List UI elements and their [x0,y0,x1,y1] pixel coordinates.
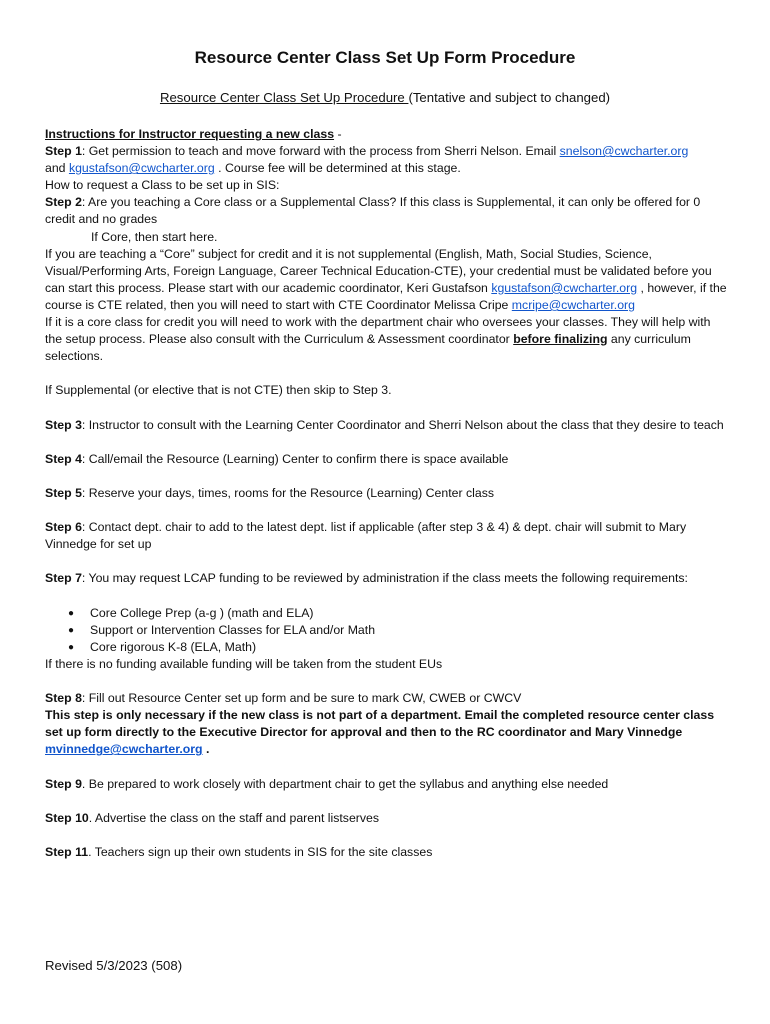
step7-after: If there is no funding available funding will be taken from the student EUs [45,656,443,671]
step8-note [45,707,730,758]
how-to-line: How to request a Class to be set up in SIS: [45,178,280,193]
page-title: Resource Center Class Set Up Form Procedure [194,48,576,67]
step9-label: Step 9 [45,776,82,791]
step10-paragraph [45,810,730,827]
subtitle-rest: (Tentative and subject to changed) [408,90,611,105]
step5-text: : Reserve your days, times, rooms for the Resource (Learning) Center class [81,485,495,500]
step3-text: : Instructor to consult with the Learning Center Coordinator and Sherri Nelson about the class that they desire to teach [81,417,724,432]
step7-label: Step 7 [45,571,82,586]
step5-label: Step 5 [45,485,82,500]
step1-text-c: . Course fee will be determined at this stage. [214,161,461,176]
instructions-suffix: - [334,127,342,141]
step2-if-core: If Core, then start here. [91,229,218,244]
subtitle-underlined: Resource Center Class Set Up Procedure [159,90,409,105]
step6-paragraph [45,519,730,553]
step1-paragraph [45,143,730,177]
subtitle [0,90,770,105]
step1-text-b: and [45,161,69,176]
email-link-mvinnedge[interactable]: mvinnedge@cwcharter.org [45,742,203,757]
revision-footer: Revised 5/3/2023 (508) [45,958,183,973]
step2-dept-text-b: any curriculum selections. [45,332,691,364]
step11-label: Step 11 [45,844,89,859]
step2-paragraph [45,194,730,228]
step7-bullet-list [45,605,730,656]
step6-text: : Contact dept. chair to add to the latest dept. list if applicable (after step 3 & 4) & dept. chair will submit to Mary Vinnedge for set up [45,520,687,552]
step4-text: : Call/email the Resource (Learning) Center to confirm there is space available [81,451,509,466]
email-link-kgustafson[interactable]: kgustafson@cwcharter.org [68,161,215,176]
step2-label: Step 2 [45,195,82,210]
email-link-snelson[interactable]: snelson@cwcharter.org [559,144,689,159]
step10-label: Step 10 [45,810,89,825]
step6-label: Step 6 [45,520,82,535]
step3-paragraph [45,417,730,434]
list-item: ● Core rigorous K-8 (ELA, Math) [90,639,730,656]
step5-paragraph [45,485,730,502]
step9-paragraph [45,776,730,793]
step2-supplemental: If Supplemental (or elective that is not CTE) then skip to Step 3. [45,383,392,398]
step10-text: . Advertise the class on the staff and parent listserves [88,810,380,825]
step8-label: Step 8 [45,691,82,706]
step4-label: Step 4 [45,451,82,466]
instructions-heading-line [45,126,730,143]
list-item: ● Support or Intervention Classes for ELA and/or Math [90,622,730,639]
step8-paragraph [45,690,730,707]
step11-text: . Teachers sign up their own students in SIS for the site classes [88,844,433,859]
step2-core-paragraph [45,246,730,314]
step8-bold-note: This step is only necessary if the new class is not part of a department. Email the completed resource center class set up form directly to the Executive Director for approval and then to the RC coordinator and Mary Vinnedge [45,708,715,740]
step9-text: . Be prepared to work closely with department chair to get the syllabus and anything else needed [81,776,609,791]
step7-paragraph [45,570,730,587]
step1-label: Step 1 [45,144,82,159]
step11-paragraph [45,844,730,861]
step4-paragraph [45,451,730,468]
step8-text: : Fill out Resource Center set up form and be sure to mark CW, CWEB or CWCV [81,691,522,706]
step1-text-a: : Get permission to teach and move forward with the process from Sherri Nelson. Email [81,144,560,159]
before-finalizing: before finalizing [513,332,608,347]
step2-text: : Are you teaching a Core class or a Supplemental Class? If this class is Supplemental, it can only be offered for 0 credit and no grades [45,195,701,227]
document-body [45,126,730,861]
email-link-kgustafson-core[interactable]: kgustafson@cwcharter.org [491,280,638,295]
step8-bold-end: . [202,742,210,757]
step3-label: Step 3 [45,417,82,432]
instructions-heading: Instructions for Instructor requesting a new class [45,127,335,141]
step7-text: : You may request LCAP funding to be reviewed by administration if the class meets the following requirements: [81,571,688,586]
step2-dept-paragraph [45,314,730,365]
email-link-mcripe[interactable]: mcripe@cwcharter.org [511,297,635,312]
step2-dept-text-a: If it is a core class for credit you will need to work with the department chair who oversees your classes. They will help with the setup process. Please also consult with the Curriculum & Assessment coordinator [45,315,711,347]
list-item: ● Core College Prep (a-g ) (math and ELA) [90,605,730,622]
step2-core-text-a: If you are teaching a “Core” subject for credit and it is not supplemental (English, Math, Social Studies, Science, Visual/Performing Arts, Foreign Language, Career Technical Education-CTE), your credential must be validated before you can start this process. Please start with our academic coordinator, Keri Gustafson [45,246,712,295]
step2-core-text-b: , however, if the course is CTE related, then you will need to start with CTE Coordinator Melissa Cripe [45,280,727,312]
